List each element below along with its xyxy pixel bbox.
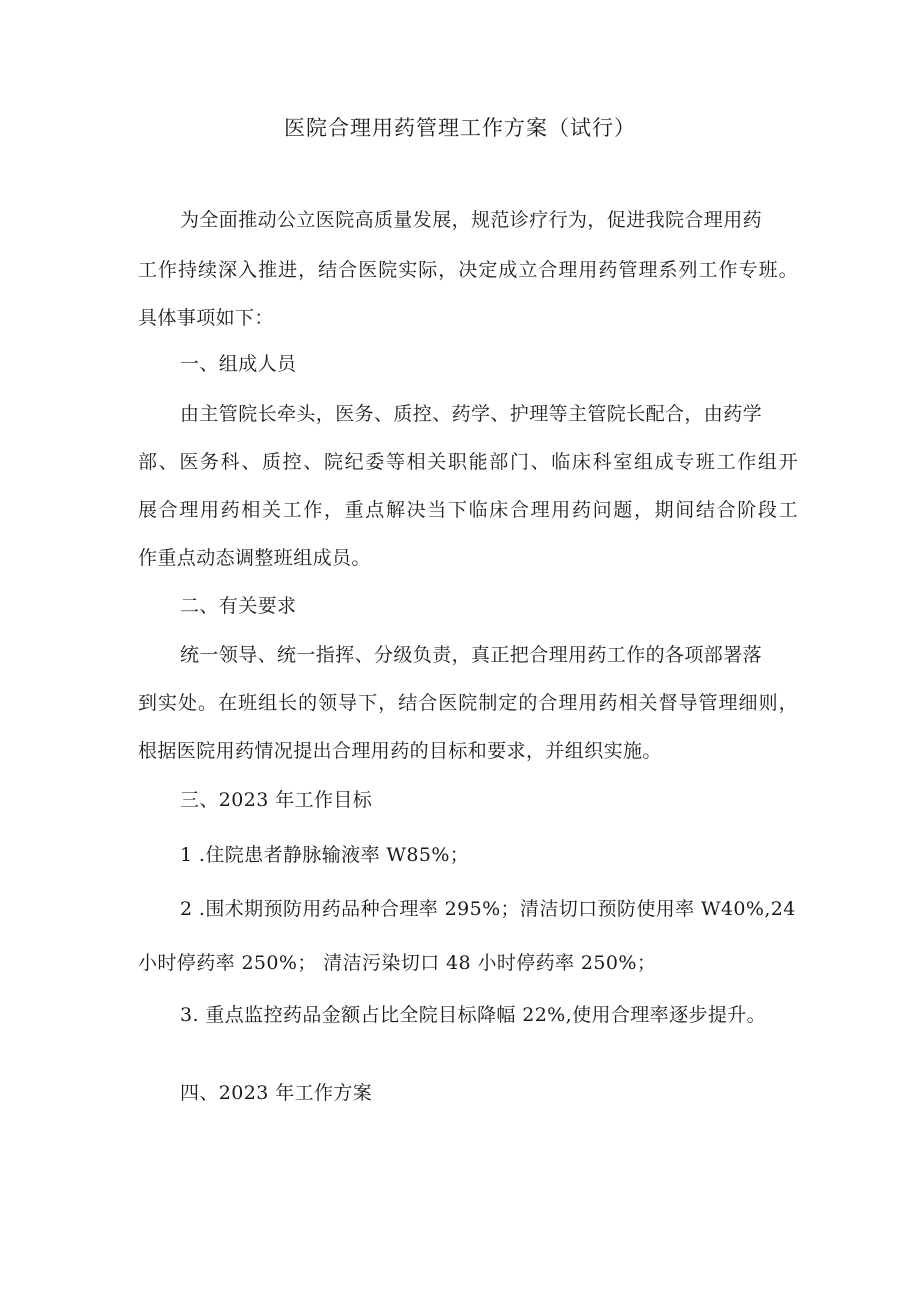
paragraph-line: 根据医院用药情况提出合理用药的目标和要求，并组织实施。 [138,740,662,762]
list-item-continuation: 小时停药率 250%； 清洁污染切口 48 小时停药率 250%； [138,952,657,974]
paragraph-line: 由主管院长牵头，医务、质控、药学、护理等主管院长配合，由药学 [180,403,763,425]
section-heading: 一、组成人员 [180,353,297,375]
paragraph-line: 展合理用药相关工作，重点解决当下临床合理用药问题，期间结合阶段工 [138,499,798,521]
list-item: 3. 重点监控药品金额占比全院目标降幅 22%,使用合理率逐步提升。 [180,1004,767,1026]
paragraph-line: 具体事项如下： [138,307,274,329]
section-heading: 二、有关要求 [180,595,297,617]
paragraph-line: 部、医务科、质控、院纪委等相关职能部门、临床科室组成专班工作组开 [138,451,798,473]
section-heading: 四、2023 年工作方案 [180,1082,373,1104]
paragraph-line: 统一领导、统一指挥、分级负责，真正把合理用药工作的各项部署落 [180,644,763,666]
list-item: 1 .住院患者静脉输液率 W85%； [180,844,470,866]
paragraph-line: 作重点动态调整班组成员。 [138,547,371,569]
paragraph-line: 为全面推动公立医院高质量发展，规范诊疗行为，促进我院合理用药 [180,209,763,231]
paragraph-line: 工作持续深入推进，结合医院实际，决定成立合理用药管理系列工作专班。 [138,259,798,281]
list-item: 2 .围术期预防用药品种合理率 295%；清洁切口预防使用率 W40%,24 [180,898,796,920]
section-heading: 三、2023 年工作目标 [180,789,373,811]
document-title: 医院合理用药管理工作方案（试行） [284,116,636,140]
paragraph-line: 到实处。在班组长的领导下，结合医院制定的合理用药相关督导管理细则， [138,692,798,714]
